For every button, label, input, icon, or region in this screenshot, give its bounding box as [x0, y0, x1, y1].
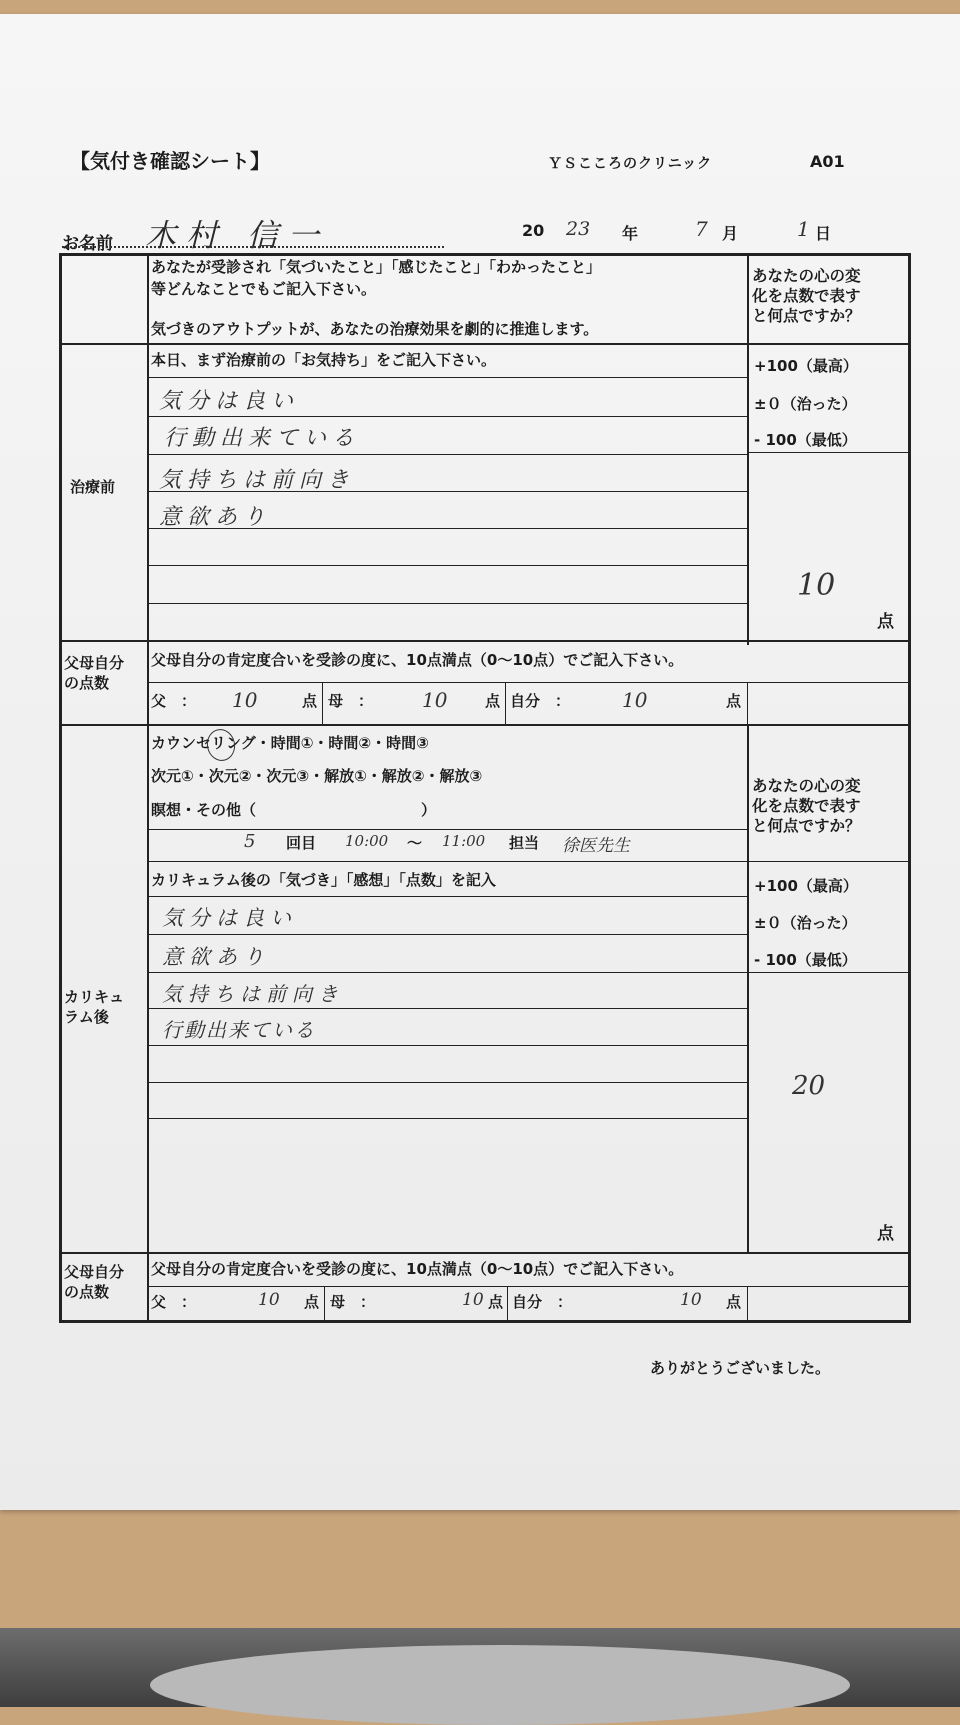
- divider-score-column-bottom: [747, 726, 749, 1252]
- parents2-self-label: 自分 ：: [512, 1293, 573, 1311]
- name-label: お名前: [62, 234, 113, 254]
- after-scale-high: +100（最高）: [754, 877, 858, 895]
- curriculum-options-1: カウンセリング・時間①・時間②・時間③: [151, 734, 429, 752]
- date-day-unit: 日: [815, 224, 832, 243]
- hline-after-end: [62, 1252, 908, 1254]
- sheet-title: 【気付き確認シート】: [70, 149, 270, 173]
- date-year-suffix: 23: [566, 218, 591, 240]
- divider-parents1-c: [747, 683, 748, 724]
- before-scale-low: - 100（最低）: [754, 431, 857, 449]
- write-line: [147, 377, 747, 378]
- before-entry-2: 行動出来ている: [164, 426, 361, 451]
- write-line: [147, 1045, 747, 1046]
- hline-curriculum-end: [147, 861, 747, 862]
- divider-parents2-c: [747, 1286, 748, 1320]
- sheet-code: A01: [810, 152, 845, 171]
- write-line: [147, 603, 747, 604]
- after-prompt: カリキュラム後の「気づき」「感想」「点数」を記入: [151, 871, 496, 889]
- section-label-before: 治療前: [70, 478, 116, 496]
- parents2-mother-label: 母 ：: [330, 1293, 376, 1311]
- parents2-father-score: 10: [258, 1290, 280, 1310]
- session-label: 回目: [286, 834, 317, 852]
- form-table: [59, 253, 911, 1323]
- parents2-father-label: 父 ：: [151, 1293, 197, 1311]
- write-line: [147, 1118, 747, 1119]
- after-entry-3: 気持ちは前向き: [162, 982, 344, 1006]
- date-year-prefix: 20: [522, 221, 545, 240]
- write-line: [147, 454, 747, 455]
- score-question-2: あなたの心の変 化を点数で表す と何点ですか？: [752, 777, 861, 836]
- write-line: [147, 934, 747, 935]
- hline-parents1-mid: [147, 682, 908, 683]
- staff-label: 担当: [509, 834, 540, 852]
- divider-parents1-a: [322, 683, 323, 724]
- date-day: 1: [797, 217, 810, 241]
- write-line: [147, 972, 747, 973]
- divider-parents2-b: [507, 1286, 508, 1320]
- parents2-prompt: 父母自分の肯定度合いを受診の度に、10点満点（0～10点）でご記入下さい。: [151, 1260, 684, 1278]
- divider-parents1-b: [505, 683, 506, 724]
- parents1-father-label: 父 ：: [151, 692, 197, 710]
- name-value: 木村 信一: [145, 218, 329, 254]
- parents2-father-unit: 点: [304, 1293, 320, 1311]
- hline-before-end: [62, 640, 908, 642]
- date-month-unit: 月: [722, 224, 739, 243]
- divider-parents2-a: [324, 1286, 325, 1320]
- hline-score-q-after: [747, 861, 908, 862]
- hline-parents2-mid: [147, 1286, 908, 1287]
- parents1-self-score: 10: [622, 688, 648, 712]
- write-line: [147, 416, 747, 417]
- section-label-after: カリキュ ラム後: [64, 988, 125, 1027]
- before-score-unit: 点: [877, 612, 894, 632]
- hline-curriculum-mid: [147, 829, 747, 830]
- date-year-unit: 年: [622, 224, 639, 243]
- intro-line-3: 気づきのアウトプットが、あなたの治療効果を劇的に推進します。: [151, 320, 599, 338]
- before-entry-3: 気持ちは前向き: [159, 468, 356, 493]
- parents1-self-unit: 点: [726, 692, 742, 710]
- curriculum-options-3: 瞑想・その他（ ）: [151, 801, 437, 819]
- staff-name: 徐医先生: [562, 836, 630, 856]
- parents2-label: 父母自分 の点数: [64, 1263, 125, 1301]
- session-tilde: ～: [407, 834, 423, 852]
- after-scale-low: - 100（最低）: [754, 951, 857, 969]
- parents1-mother-label: 母 ：: [328, 692, 374, 710]
- after-entry-2: 意欲あり: [162, 945, 270, 969]
- parents2-self-score: 10: [680, 1290, 702, 1310]
- before-score: 10: [797, 568, 836, 603]
- before-entry-4: 意欲あり: [159, 505, 272, 530]
- parents1-prompt: 父母自分の肯定度合いを受診の度に、10点満点（0～10点）でご記入下さい。: [151, 651, 684, 669]
- thanks-message: ありがとうございました。: [650, 1359, 831, 1377]
- session-time-to: 11:00: [442, 832, 486, 850]
- parents1-father-unit: 点: [302, 692, 318, 710]
- parents1-father-score: 10: [232, 688, 258, 712]
- after-entry-1: 気分は良い: [162, 906, 297, 930]
- hline-intro: [62, 343, 908, 345]
- after-score: 20: [792, 1071, 826, 1101]
- session-number: 5: [244, 831, 256, 852]
- curriculum-options-2: 次元①・次元②・次元③・解放①・解放②・解放③: [151, 767, 483, 785]
- divider-score-column-top: [747, 256, 749, 645]
- after-scale-mid: ±０（治った）: [754, 914, 857, 932]
- write-line: [147, 1008, 747, 1009]
- parents2-mother-unit: 点: [488, 1293, 504, 1311]
- parents2-self-unit: 点: [726, 1293, 742, 1311]
- write-line: [147, 565, 747, 566]
- after-entry-4: 行動出来ている: [162, 1018, 316, 1042]
- hline-parents1-end: [62, 724, 908, 726]
- before-prompt: 本日、まず治療前の「お気持ち」をご記入下さい。: [151, 351, 497, 369]
- before-scale-high: +100（最高）: [754, 357, 858, 375]
- background-cloth: [150, 1645, 850, 1725]
- session-time-from: 10:00: [345, 832, 389, 850]
- write-line: [147, 1082, 747, 1083]
- score-question-1: あなたの心の変 化を点数で表す と何点ですか？: [752, 267, 861, 326]
- parents1-self-label: 自分 ：: [510, 692, 571, 710]
- intro-line-1: あなたが受診され「気づいたこと」「感じたこと」「わかったこと」: [151, 258, 602, 276]
- parents1-mother-unit: 点: [485, 692, 501, 710]
- date-month: 7: [695, 217, 708, 241]
- after-score-unit: 点: [877, 1224, 894, 1244]
- parents2-mother-score: 10: [462, 1290, 484, 1310]
- clinic-name: ＹＳこころのクリニック: [548, 156, 713, 172]
- write-line: [147, 896, 747, 897]
- parents1-mother-score: 10: [422, 688, 448, 712]
- parents1-label: 父母自分 の点数: [64, 654, 125, 692]
- intro-line-2: 等どんなことでもご記入下さい。: [151, 280, 377, 298]
- before-entry-1: 気分は良い: [159, 389, 300, 414]
- before-scale-mid: ±０（治った）: [754, 395, 857, 413]
